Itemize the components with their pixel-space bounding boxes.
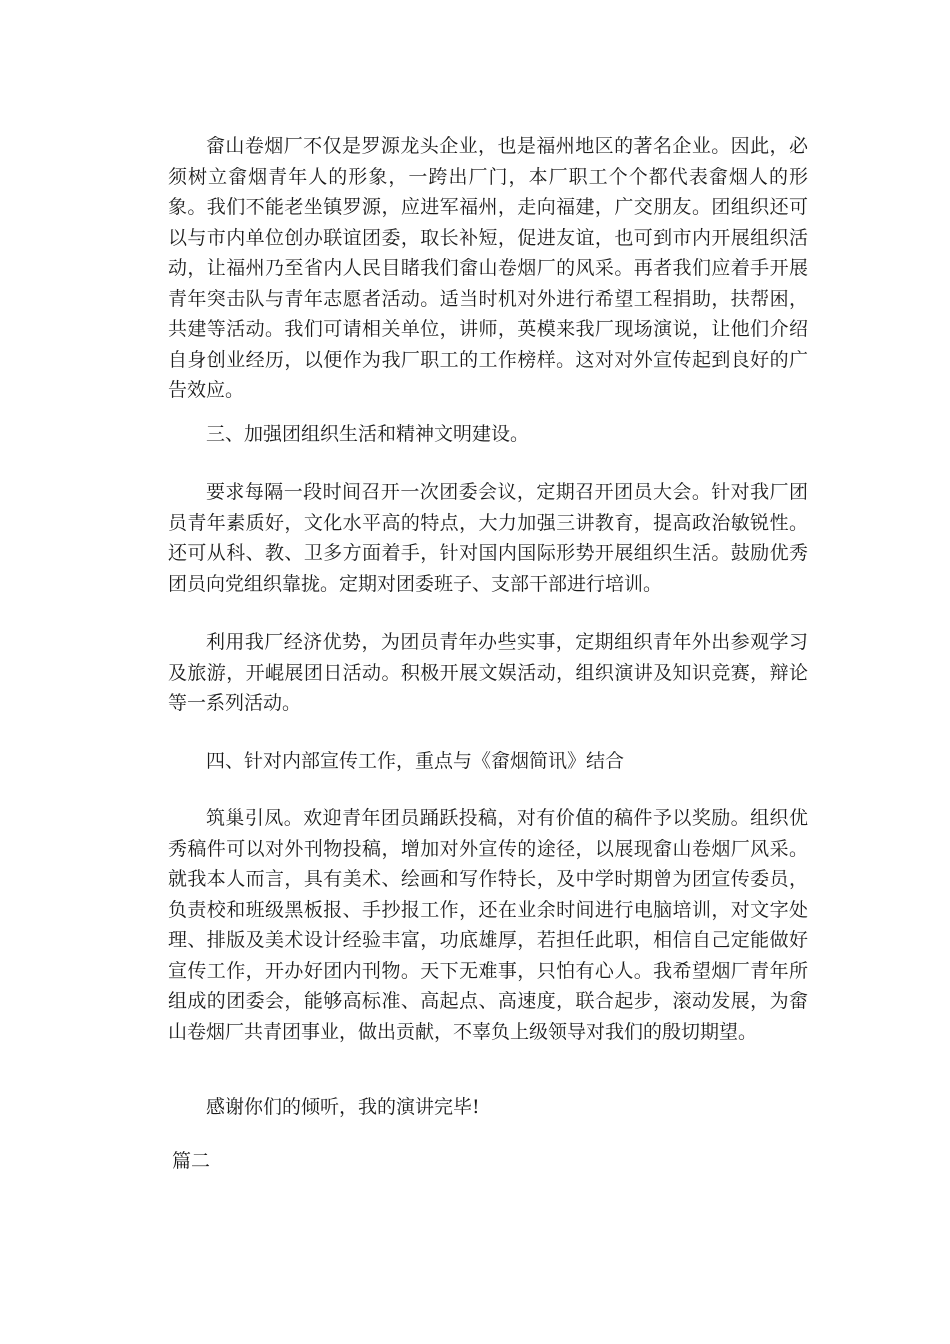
section-label-part-two: 篇二: [172, 1150, 211, 1172]
closing-thanks: 感谢你们的倾听，我的演讲完毕!: [206, 1096, 480, 1118]
paragraph-internal-publicity: 筑巢引凤。欢迎青年团员踊跃投稿，对有价值的稿件予以奖励。组织优秀稿件可以对外刊物投稿，增加对外宣传的途径，以展现畲山卷烟厂风采。就我本人而言，具有美术、绘画和写作特长，及中学时期曾为团宣传委员，负责校和班级黑板报、手抄报工作，还在业余时间进行电脑培训，对文字处理、排版及美术设计经验丰富，功底雄厚，若担任此职，相信自己定能做好宣传工作，开办好团内刊物。天下无难事，只怕有心人。我希望烟厂青年所组成的团委会，能够高标准、高起点、高速度，联合起步，滚动发展，为畲山卷烟厂共青团事业，做出贡献，不辜负上级领导对我们的殷切期望。: [168, 807, 808, 1043]
heading-section-four: 四、针对内部宣传工作，重点与《畲烟简讯》结合: [206, 750, 625, 772]
heading-section-three: 三、加强团组织生活和精神文明建设。: [206, 423, 530, 445]
paragraph-meetings-training: 要求每隔一段时间召开一次团委会议，定期召开团员大会。针对我厂团员青年素质好，文化水平高的特点，大力加强三讲教育，提高政治敏锐性。还可从科、教、卫多方面着手，针对国内国际形势开展组织生活。鼓励优秀团员向党组织靠拢。定期对团委班子、支部干部进行培训。: [168, 481, 808, 595]
paragraph-external-publicity: 畲山卷烟厂不仅是罗源龙头企业，也是福州地区的著名企业。因此，必须树立畲烟青年人的形象，一跨出厂门，本厂职工个个都代表畲烟人的形象。我们不能老坐镇罗源，应进军福州，走向福建，广交朋友。团组织还可以与市内单位创办联谊团委，取长补短，促进友谊，也可到市内开展组织活动，让福州乃至省内人民目睹我们畲山卷烟厂的风采。再者我们应着手开展青年突击队与青年志愿者活动。适当时机对外进行希望工程捐助，扶帮困，共建等活动。我们可请相关单位，讲师，英模来我厂现场演说，让他们介绍自身创业经历，以便作为我厂职工的工作榜样。这对对外宣传起到良好的广告效应。: [168, 135, 808, 401]
paragraph-activities: 利用我厂经济优势，为团员青年办些实事，定期组织青年外出参观学习及旅游，开崐展团日活动。积极开展文娱活动，组织演讲及知识竞赛，辩论等一系列活动。: [168, 631, 808, 714]
